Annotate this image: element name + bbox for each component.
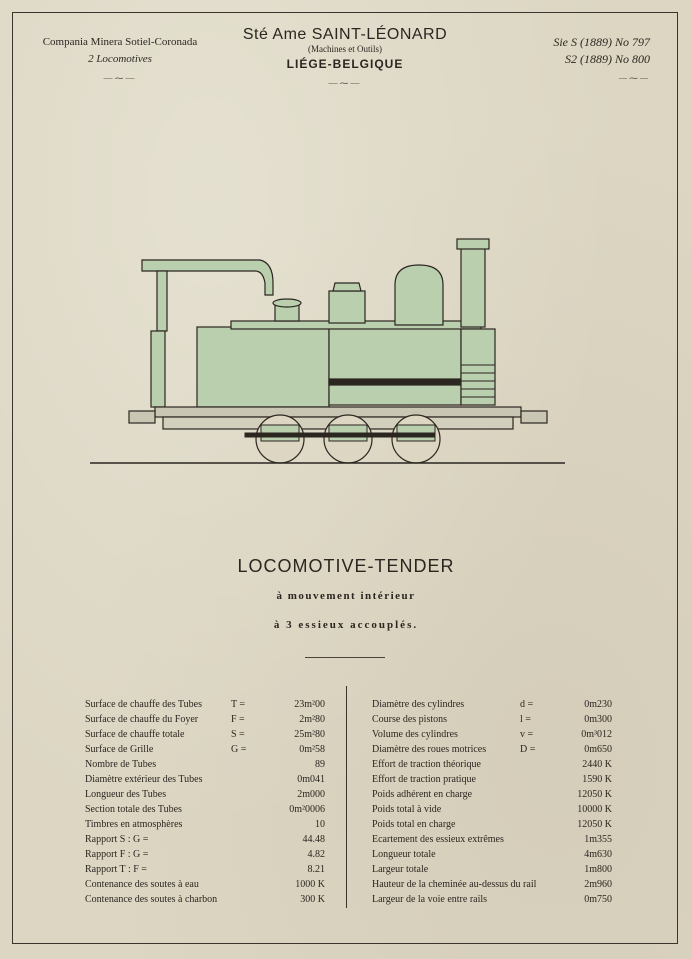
spec-label: Surface de chauffe du Foyer — [85, 714, 199, 725]
column-divider — [346, 686, 347, 908]
spec-value: 12050 K — [577, 789, 612, 800]
spec-row — [85, 787, 325, 802]
spec-symbol: G = — [231, 744, 247, 755]
title-subtitle-1: à mouvement intérieur — [276, 590, 416, 602]
spec-label: Rapport T : F = — [85, 864, 147, 875]
spec-label: Timbres en atmosphères — [85, 819, 183, 830]
specs-left — [85, 697, 325, 907]
spec-value: 8.21 — [307, 864, 325, 875]
spec-symbol: T = — [231, 699, 246, 710]
spec-label: Longueur totale — [372, 849, 436, 860]
spec-value: 2m960 — [584, 879, 612, 890]
spec-value: 4.82 — [307, 849, 325, 860]
spec-row — [85, 772, 325, 787]
chimney-cap — [457, 239, 489, 249]
spec-value: 10000 K — [577, 804, 612, 815]
spec-row — [372, 877, 612, 892]
spec-row — [85, 712, 325, 727]
rear-buffer — [129, 411, 155, 423]
title-rule — [305, 657, 385, 658]
spec-label: Volume des cylindres — [372, 729, 458, 740]
spec-row — [372, 697, 612, 712]
spec-row — [372, 772, 612, 787]
spec-value: 44.48 — [302, 834, 325, 845]
spec-value: 12050 K — [577, 819, 612, 830]
maker-name: Sté Ame SAINT-LÉONARD — [242, 26, 448, 43]
spec-label: Rapport F : G = — [85, 849, 149, 860]
spec-row — [85, 742, 325, 757]
spec-row — [85, 877, 325, 892]
spec-row — [372, 892, 612, 907]
ornament-left: —⁓— — [103, 73, 137, 83]
chimney — [461, 247, 485, 327]
spec-symbol: F = — [231, 714, 245, 725]
spec-row — [372, 712, 612, 727]
specs-right — [372, 697, 612, 907]
spec-symbol: l = — [520, 714, 531, 725]
spec-value: 0m²58 — [299, 744, 325, 755]
spec-label: Contenance des soutes à charbon — [85, 894, 218, 905]
spec-label: Rapport S : G = — [85, 834, 149, 845]
spec-row — [85, 727, 325, 742]
spec-row — [85, 892, 325, 907]
header-right — [470, 34, 650, 87]
header-center — [230, 26, 460, 92]
spec-row — [85, 802, 325, 817]
boiler-band — [329, 379, 461, 385]
spec-label: Surface de chauffe des Tubes — [85, 699, 203, 710]
ornament-right: —⁓— — [618, 73, 650, 83]
spec-label: Diamètre des roues motrices — [372, 744, 487, 755]
spec-label: Effort de traction théorique — [372, 759, 481, 770]
steam-dome-top — [333, 283, 361, 291]
spec-label: Longueur des Tubes — [85, 789, 167, 800]
spec-label: Largeur totale — [372, 864, 429, 875]
spec-value: 1000 K — [295, 879, 325, 890]
running-board — [155, 407, 521, 417]
side-tank — [197, 327, 329, 407]
header-left — [30, 34, 210, 87]
spec-label: Surface de Grille — [85, 744, 154, 755]
spec-value: 300 K — [300, 894, 325, 905]
valve-casing — [395, 265, 443, 325]
spec-label: Surface de chauffe totale — [85, 729, 185, 740]
spec-label: Effort de traction pratique — [372, 774, 476, 785]
spec-label: Diamètre des cylindres — [372, 699, 465, 710]
ornament-center: —⁓— — [328, 78, 362, 88]
spec-value: 89 — [315, 759, 325, 770]
spec-label: Poids total en charge — [372, 819, 456, 830]
spec-label: Section totale des Tubes — [85, 804, 182, 815]
spec-value: 2m²80 — [299, 714, 325, 725]
spec-label: Course des pistons — [372, 714, 447, 725]
boiler-panel — [329, 327, 461, 405]
spec-row — [85, 757, 325, 772]
title-subtitle-2: à 3 essieux accouplés. — [273, 619, 419, 631]
maker-city: LIÉGE-BELGIQUE — [286, 57, 404, 71]
locomotive-illustration — [85, 225, 565, 475]
spec-row — [372, 802, 612, 817]
spec-symbol: d = — [520, 699, 534, 710]
spec-label: Poids total à vide — [372, 804, 442, 815]
spec-value: 0m750 — [584, 894, 612, 905]
spec-row — [85, 832, 325, 847]
spec-value: 25m²80 — [294, 729, 325, 740]
spec-value: 0m³012 — [581, 729, 612, 740]
serial-1: Sie S (1889) No 797 — [553, 35, 650, 49]
spec-row — [85, 817, 325, 832]
quantity-line: 2 Locomotives — [88, 53, 152, 65]
spec-row — [372, 757, 612, 772]
spec-value: 0m300 — [584, 714, 612, 725]
spec-value: 0m041 — [297, 774, 325, 785]
spec-row — [372, 787, 612, 802]
spec-row — [372, 862, 612, 877]
customer-name: Compania Minera Sotiel-Coronada — [42, 36, 198, 48]
sand-box-top — [273, 299, 301, 307]
spec-value: 4m630 — [584, 849, 612, 860]
spec-label: Contenance des soutes à eau — [85, 879, 199, 890]
cab-pillar — [157, 271, 167, 331]
spec-symbol: D = — [520, 744, 536, 755]
spec-row — [372, 832, 612, 847]
spec-label: Hauteur de la cheminée au-dessus du rail — [372, 879, 537, 890]
spec-row — [372, 817, 612, 832]
front-buffer — [521, 411, 547, 423]
maker-subtitle: (Machines et Outils) — [308, 44, 382, 54]
spec-row — [372, 727, 612, 742]
spec-value: 23m²00 — [294, 699, 325, 710]
spec-label: Largeur de la voie entre rails — [372, 894, 488, 905]
page-title: LOCOMOTIVE-TENDER — [237, 556, 455, 576]
steam-dome-base — [329, 291, 365, 323]
spec-row — [372, 847, 612, 862]
spec-label: Poids adhérent en charge — [372, 789, 473, 800]
spec-value: 2440 K — [582, 759, 612, 770]
spec-row — [85, 697, 325, 712]
smokebox — [461, 329, 495, 405]
spec-label: Diamètre extérieur des Tubes — [85, 774, 203, 785]
spec-symbol: S = — [231, 729, 245, 740]
spec-value: 0m650 — [584, 744, 612, 755]
spec-row — [372, 742, 612, 757]
spec-row — [85, 847, 325, 862]
spec-value: 1590 K — [582, 774, 612, 785]
spec-row — [85, 862, 325, 877]
coupling-rod — [245, 433, 435, 437]
serial-2: S2 (1889) No 800 — [565, 52, 650, 66]
spec-value: 10 — [315, 819, 325, 830]
spec-label: Ecartement des essieux extrêmes — [372, 834, 504, 845]
spec-value: 1m800 — [584, 864, 612, 875]
cab-rear-post — [151, 331, 165, 407]
spec-value: 0m²0006 — [289, 804, 325, 815]
spec-label: Nombre de Tubes — [85, 759, 157, 770]
spec-symbol: v = — [520, 729, 534, 740]
spec-value: 0m230 — [584, 699, 612, 710]
spec-value: 2m000 — [297, 789, 325, 800]
spec-value: 1m355 — [584, 834, 612, 845]
